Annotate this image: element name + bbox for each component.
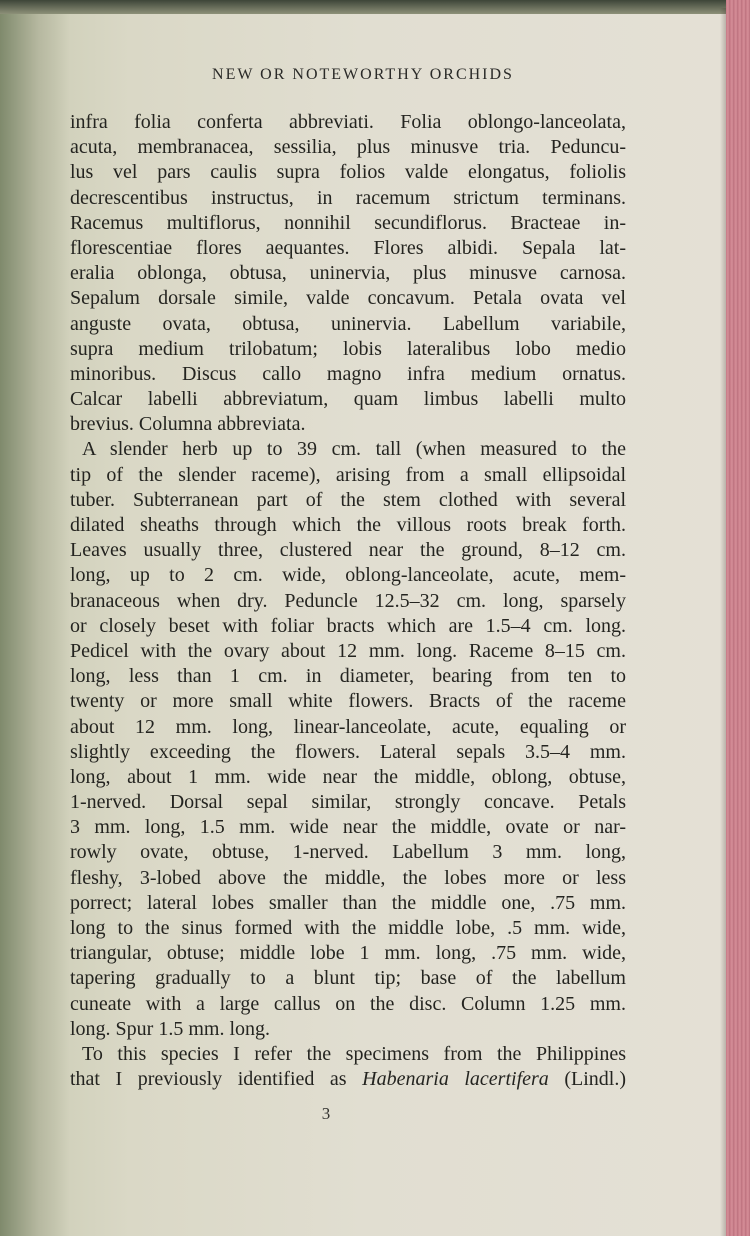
species-name: Habenaria lacertifera — [362, 1068, 549, 1091]
running-head: NEW OR NOTEWORTHY ORCHIDS — [212, 66, 514, 83]
text-line: brevius. Columna abbreviata. — [70, 413, 306, 436]
text-line: supra medium trilobatum; lobis lateralibus lobo medio — [70, 337, 626, 360]
text-line: or closely beset with foliar bracts which are 1.5–4 cm. long. — [70, 614, 626, 637]
text-line: long to the sinus formed with the middle lobe, .5 mm. wide, — [70, 917, 626, 939]
page-number: 3 — [321, 1104, 331, 1123]
text-line-final — [70, 1067, 626, 1092]
book-top-edge — [0, 0, 750, 14]
text-line: about 12 mm. long, linear-lanceolate, acute, equaling or — [70, 715, 626, 738]
body-text — [70, 110, 626, 1092]
text-line: Pedicel with the ovary about 12 mm. long. Raceme 8–15 cm. — [70, 639, 626, 662]
text-line: decrescentibus instructus, in racemum strictum terminans. — [70, 186, 626, 209]
book-page-edges — [726, 0, 750, 1236]
text-line: branaceous when dry. Peduncle 12.5–32 cm. long, sparsely — [70, 589, 626, 612]
text-line: 1-nerved. Dorsal sepal similar, strongly concave. Petals — [70, 791, 626, 814]
text-line: long, about 1 mm. wide near the middle, oblong, obtuse, — [70, 765, 626, 788]
text-line: twenty or more small white flowers. Bracts of the raceme — [70, 690, 626, 713]
text-line: To this species I refer the specimens from the Philippines — [82, 1042, 626, 1065]
text-line: lus vel pars caulis supra folios valde elongatus, foliolis — [70, 161, 626, 184]
text-line: 3 mm. long, 1.5 mm. wide near the middle, ovate or nar- — [70, 816, 626, 839]
text-line: Leaves usually three, clustered near the ground, 8–12 cm. — [70, 539, 626, 562]
text-line: Sepalum dorsale simile, valde concavum. Petala ovata vel — [70, 287, 626, 310]
text-line: acuta, membranacea, sessilia, plus minusve tria. Peduncu- — [70, 136, 626, 159]
text-line: triangular, obtuse; middle lobe 1 mm. long, .75 mm. wide, — [70, 942, 626, 965]
text-line: florescentiae flores aequantes. Flores albidi. Sepala lat- — [70, 236, 626, 259]
text-line: tip of the slender raceme), arising from a small ellipsoidal — [70, 463, 626, 486]
text-line: dilated sheaths through which the villous roots break forth. — [70, 514, 626, 536]
text-line: cuneate with a large callus on the disc. Column 1.25 mm. — [70, 992, 626, 1015]
final-line-after: (Lindl.) — [548, 1068, 626, 1091]
text-line: tapering gradually to a blunt tip; base of the labellum — [70, 967, 626, 990]
text-line: porrect; lateral lobes smaller than the middle one, .75 mm. — [70, 891, 626, 914]
text-line: rowly ovate, obtuse, 1-nerved. Labellum 3 mm. long, — [70, 841, 626, 864]
text-line: minoribus. Discus callo magno infra medium ornatus. — [70, 362, 626, 385]
text-line: anguste ovata, obtusa, uninervia. Labellum variabile, — [70, 312, 626, 335]
text-line: slightly exceeding the flowers. Lateral sepals 3.5–4 mm. — [70, 740, 626, 763]
text-line: Racemus multiflorus, nonnihil secundiflorus. Bracteae in- — [70, 211, 626, 234]
text-line: tuber. Subterranean part of the stem clothed with several — [70, 488, 626, 511]
text-line: A slender herb up to 39 cm. tall (when measured to the — [82, 438, 626, 461]
text-line: infra folia conferta abbreviati. Folia oblongo-lanceolata, — [70, 111, 626, 133]
text-line: fleshy, 3-lobed above the middle, the lobes more or less — [70, 866, 626, 889]
final-line-before: that I previously identified as — [70, 1068, 363, 1091]
text-line: long, up to 2 cm. wide, oblong-lanceolate, acute, mem- — [70, 564, 626, 587]
text-line: long. Spur 1.5 mm. long. — [70, 1017, 271, 1040]
text-line: Calcar labelli abbreviatum, quam limbus labelli multo — [70, 388, 626, 411]
text-line: eralia oblonga, obtusa, uninervia, plus minusve carnosa. — [70, 262, 626, 285]
text-line: long, less than 1 cm. in diameter, bearing from ten to — [70, 665, 626, 688]
